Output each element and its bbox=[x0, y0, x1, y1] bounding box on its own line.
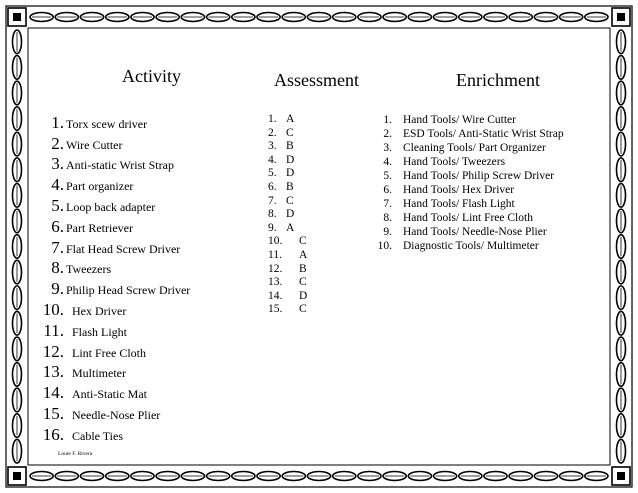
activity-item-number: 11. bbox=[43, 320, 64, 340]
assessment-item-text: C bbox=[299, 276, 307, 289]
assessment-item bbox=[268, 235, 348, 249]
assessment-item-text: C bbox=[299, 303, 307, 316]
enrichment-item-number: 10. bbox=[377, 240, 392, 252]
enrichment-item bbox=[372, 113, 612, 127]
assessment-item-text: A bbox=[299, 248, 308, 261]
enrichment-item-text: Diagnostic Tools/ Multimeter bbox=[403, 240, 539, 252]
assessment-item-text: B bbox=[299, 262, 307, 275]
enrichment-item-text: Hand Tools/ Needle-Nose Plier bbox=[403, 226, 547, 238]
enrichment-list bbox=[372, 113, 612, 253]
assessment-item-number: 3. bbox=[268, 140, 277, 153]
activity-item bbox=[43, 320, 236, 341]
assessment-item-number: 13. bbox=[268, 276, 283, 289]
assessment-item bbox=[268, 195, 348, 209]
assessment-item bbox=[268, 154, 348, 168]
enrichment-item-number: 5. bbox=[383, 170, 392, 182]
enrichment-item bbox=[372, 127, 612, 141]
activity-item-number: 2. bbox=[51, 133, 64, 153]
activity-item-number: 14. bbox=[42, 383, 64, 403]
assessment-item-text: C bbox=[286, 194, 294, 207]
assessment-item-number: 4. bbox=[268, 153, 277, 166]
assessment-item-number: 1. bbox=[268, 113, 277, 125]
assessment-item bbox=[268, 249, 348, 263]
enrichment-item bbox=[372, 239, 612, 253]
activity-item bbox=[46, 154, 236, 175]
activity-item-text: Part organizer bbox=[66, 179, 134, 194]
activity-item-number: 4. bbox=[51, 175, 64, 195]
activity-item bbox=[46, 278, 236, 299]
assessment-item bbox=[268, 140, 348, 154]
assessment-item bbox=[268, 303, 348, 317]
assessment-item-text: D bbox=[286, 153, 295, 166]
activity-item-number: 16. bbox=[42, 424, 64, 444]
activity-item bbox=[46, 133, 236, 154]
activity-item-number: 10. bbox=[42, 299, 64, 319]
enrichment-item bbox=[372, 169, 612, 183]
activity-item bbox=[42, 403, 236, 424]
assessment-item-number: 9. bbox=[268, 221, 277, 234]
activity-item bbox=[46, 258, 236, 279]
assessment-item-text: A bbox=[286, 221, 295, 234]
activity-item-number: 8. bbox=[51, 258, 64, 278]
activity-item bbox=[46, 216, 236, 237]
assessment-item bbox=[268, 263, 348, 277]
activity-item bbox=[46, 195, 236, 216]
activity-item bbox=[42, 424, 236, 445]
activity-item-number: 1. bbox=[51, 112, 64, 132]
enrichment-item-number: 1. bbox=[383, 114, 392, 126]
enrichment-item bbox=[372, 183, 612, 197]
assessment-item-number: 10. bbox=[268, 235, 283, 248]
enrichment-item-number: 8. bbox=[383, 212, 392, 224]
enrichment-item-number: 2. bbox=[383, 128, 392, 140]
activity-heading: Activity bbox=[122, 66, 181, 86]
activity-item-text: Tweezers bbox=[66, 262, 112, 277]
activity-item bbox=[46, 174, 236, 195]
assessment-item-text: B bbox=[286, 140, 294, 153]
activity-item-text: Anti-Static Mat bbox=[72, 387, 147, 402]
enrichment-item-number: 7. bbox=[383, 198, 392, 210]
author-name: Louie F. Rivera bbox=[58, 451, 93, 457]
activity-item-number: 5. bbox=[51, 195, 64, 215]
activity-item-number: 15. bbox=[42, 403, 64, 423]
assessment-item bbox=[268, 276, 348, 290]
assessment-item-number: 15. bbox=[268, 303, 283, 316]
assessment-item-text: B bbox=[286, 180, 294, 193]
activity-item-text: Lint Free Cloth bbox=[72, 345, 146, 360]
activity-item-number: 6. bbox=[51, 216, 64, 236]
activity-item-text: Wire Cutter bbox=[66, 137, 123, 152]
assessment-item bbox=[268, 290, 348, 304]
activity-item-text: Loop back adapter bbox=[66, 199, 156, 214]
assessment-item-number: 11. bbox=[268, 248, 282, 261]
activity-item-text: Multimeter bbox=[72, 366, 126, 381]
activity-item bbox=[46, 237, 236, 258]
activity-item-text: Anti-static Wrist Strap bbox=[66, 158, 174, 173]
assessment-item bbox=[268, 127, 348, 141]
assessment-answer-list bbox=[268, 113, 348, 317]
enrichment-item-text: Cleaning Tools/ Part Organizer bbox=[403, 142, 546, 154]
enrichment-item-text: ESD Tools/ Anti-Static Wrist Strap bbox=[403, 128, 564, 140]
assessment-item bbox=[268, 208, 348, 222]
enrichment-item-text: Hand Tools/ Tweezers bbox=[403, 156, 506, 168]
activity-item-text: Philip Head Screw Driver bbox=[66, 283, 191, 298]
enrichment-item-number: 3. bbox=[383, 142, 392, 154]
activity-item bbox=[42, 341, 236, 362]
activity-item bbox=[42, 362, 236, 383]
activity-item-number: 3. bbox=[51, 154, 64, 174]
assessment-item-number: 8. bbox=[268, 208, 277, 221]
enrichment-item-number: 4. bbox=[383, 156, 392, 168]
assessment-item-text: A bbox=[286, 113, 295, 125]
assessment-item bbox=[268, 113, 348, 127]
activity-item-number: 9. bbox=[51, 279, 64, 299]
enrichment-item-number: 6. bbox=[383, 184, 392, 196]
enrichment-item bbox=[372, 225, 612, 239]
enrichment-item bbox=[372, 141, 612, 155]
enrichment-item bbox=[372, 155, 612, 169]
enrichment-item bbox=[372, 211, 612, 225]
enrichment-item-text: Hand Tools/ Wire Cutter bbox=[403, 114, 516, 126]
activity-item-text: Part Retriever bbox=[66, 220, 133, 235]
activity-item-text: Flat Head Screw Driver bbox=[66, 241, 181, 256]
assessment-heading: Assessment bbox=[274, 70, 359, 90]
enrichment-heading: Enrichment bbox=[456, 70, 540, 90]
activity-list bbox=[42, 112, 236, 445]
assessment-item bbox=[268, 181, 348, 195]
activity-item-text: Flash Light bbox=[72, 324, 128, 339]
assessment-item bbox=[268, 167, 348, 181]
activity-item-text: Hex Driver bbox=[72, 303, 127, 318]
activity-item bbox=[42, 299, 236, 320]
assessment-item-number: 14. bbox=[268, 289, 283, 302]
assessment-item-number: 12. bbox=[268, 262, 283, 275]
activity-item-text: Cable Ties bbox=[72, 428, 124, 443]
enrichment-item-text: Hand Tools/ Flash Light bbox=[403, 198, 515, 210]
assessment-item-number: 5. bbox=[268, 167, 277, 180]
activity-item-text: Needle-Nose Plier bbox=[72, 407, 161, 422]
assessment-item-number: 2. bbox=[268, 126, 277, 139]
assessment-item-text: C bbox=[286, 126, 294, 139]
activity-item-number: 7. bbox=[51, 237, 64, 257]
activity-item bbox=[46, 112, 236, 133]
assessment-item-text: D bbox=[286, 167, 295, 180]
assessment-item-number: 6. bbox=[268, 180, 277, 193]
assessment-item-text: D bbox=[286, 208, 295, 221]
enrichment-item-text: Hand Tools/ Lint Free Cloth bbox=[403, 212, 533, 224]
enrichment-item bbox=[372, 197, 612, 211]
assessment-item-number: 7. bbox=[268, 194, 277, 207]
assessment-item-text: D bbox=[299, 289, 308, 302]
assessment-item-text: C bbox=[299, 235, 307, 248]
enrichment-item-text: Hand Tools/ Hex Driver bbox=[403, 184, 515, 196]
activity-item-number: 13. bbox=[42, 362, 64, 382]
activity-item-text: Torx scew driver bbox=[66, 116, 148, 131]
activity-item bbox=[42, 382, 236, 403]
activity-item-number: 12. bbox=[42, 341, 64, 361]
enrichment-item-number: 9. bbox=[383, 226, 392, 238]
enrichment-item-text: Hand Tools/ Philip Screw Driver bbox=[403, 170, 555, 182]
assessment-item bbox=[268, 222, 348, 236]
